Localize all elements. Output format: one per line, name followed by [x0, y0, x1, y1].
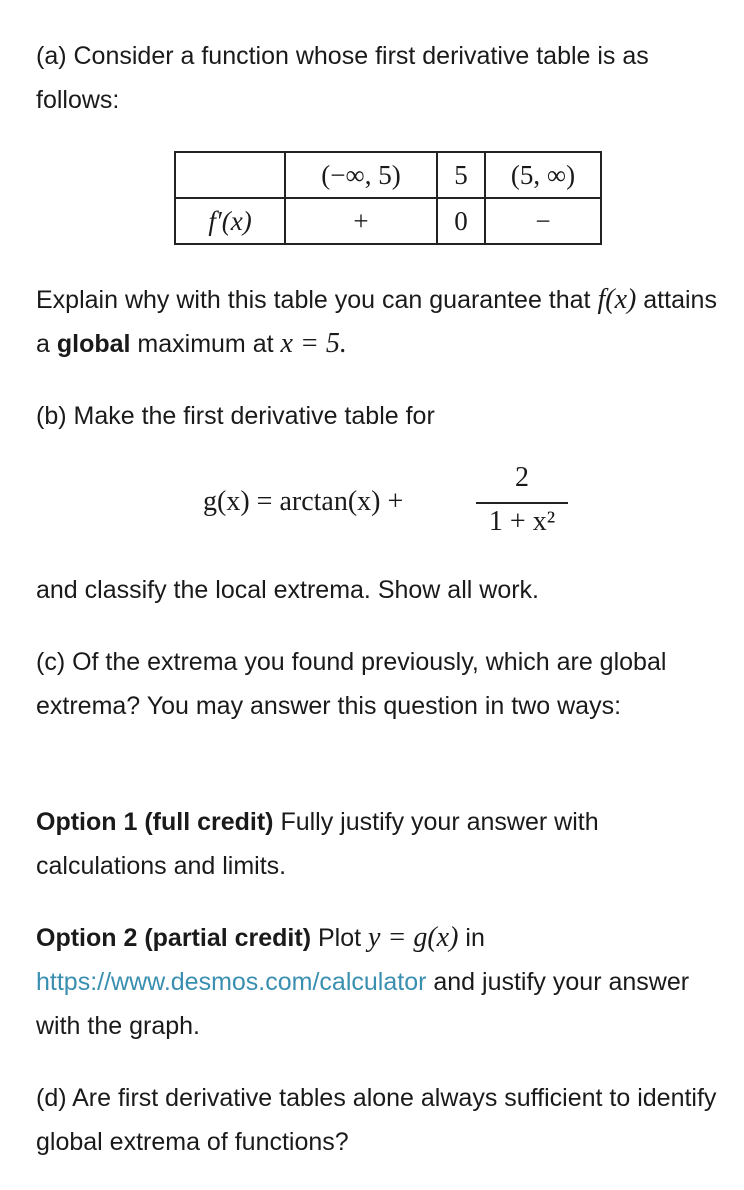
- interval-right-header: (5, ∞): [485, 152, 601, 198]
- option-1-label: Option 1 (full credit): [36, 808, 274, 836]
- table-header-row: [175, 152, 601, 198]
- math-y-equals-gx: y = g(x): [368, 922, 459, 953]
- part-c-intro: (c) Of the extrema you found previously, which are global extrema? You may answer this question in two ways:: [36, 648, 667, 720]
- math-fx: f(x): [597, 284, 637, 315]
- equation-lhs: g(x) = arctan(x) +: [203, 486, 404, 517]
- row-label-fprime: f′(x): [175, 198, 285, 244]
- part-a-explain: Explain why with this table you can guarantee that f(x) attains a global maximum at x = 5.: [36, 284, 717, 359]
- part-a-intro: (a) Consider a function whose first derivative table is as follows:: [36, 42, 649, 114]
- math-x-equals-5: x = 5.: [280, 328, 347, 359]
- interval-left-header: (−∞, 5): [285, 152, 437, 198]
- critical-point-header: 5: [437, 152, 485, 198]
- part-d-text: (d) Are first derivative tables alone always sufficient to identify global extrema of functions?: [36, 1084, 717, 1156]
- fraction-numerator: 2: [515, 462, 529, 493]
- derivative-table: [174, 151, 602, 245]
- option-2: Option 2 (partial credit) Plot y = g(x) in https://www.desmos.com/calculator and justify your answer with the graph.: [36, 922, 690, 1040]
- table-corner-cell: [175, 152, 285, 198]
- table-sign-row: [175, 198, 601, 244]
- bold-global: global: [56, 330, 131, 358]
- fraction-bar: [476, 502, 568, 504]
- part-b-outro: and classify the local extrema. Show all work.: [36, 576, 539, 604]
- part-b-intro: (b) Make the first derivative table for: [36, 402, 435, 430]
- equation-g: [0, 458, 744, 548]
- sign-critical: 0: [437, 198, 485, 244]
- fraction-denominator: 1 + x²: [488, 506, 556, 537]
- option-2-label: Option 2 (partial credit): [36, 924, 312, 952]
- sign-left: +: [285, 198, 437, 244]
- option-1: Option 1 (full credit) Fully justify your answer with calculations and limits.: [36, 808, 599, 880]
- sign-right: −: [485, 198, 601, 244]
- desmos-link[interactable]: https://www.desmos.com/calculator: [36, 968, 427, 996]
